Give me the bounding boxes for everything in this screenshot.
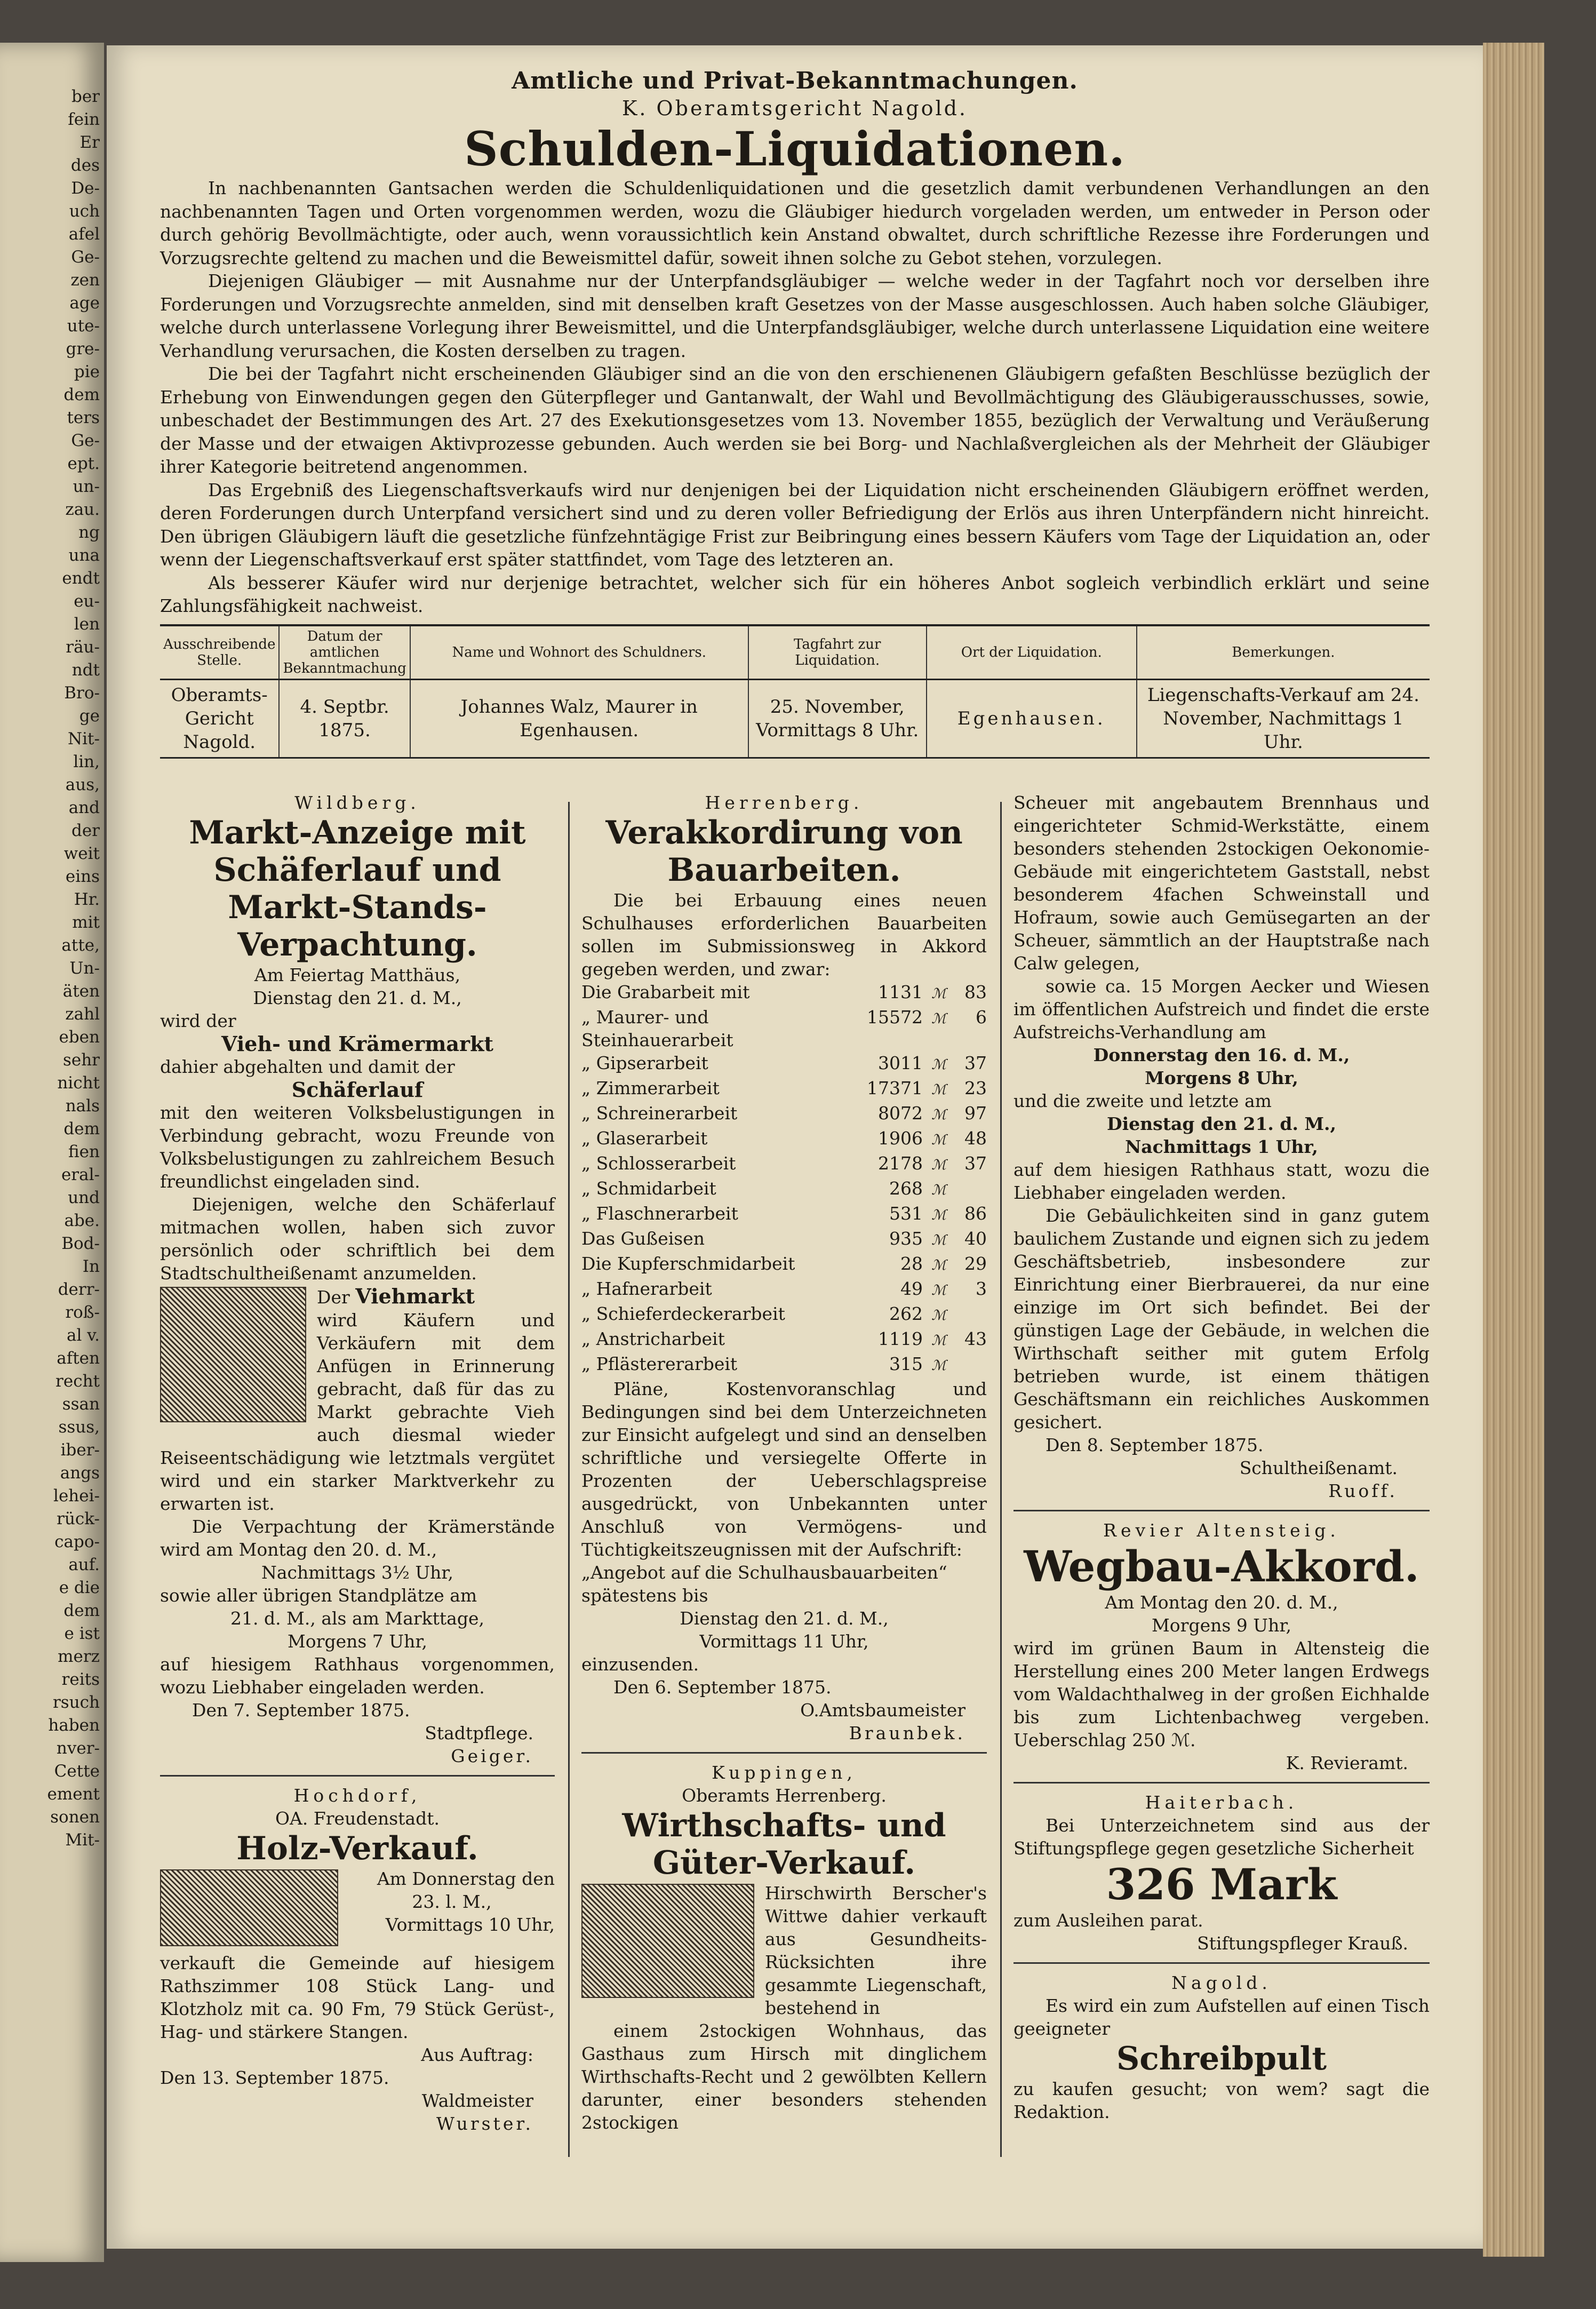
- cost-row: [581, 981, 987, 1006]
- left-page-fragment: rsuch: [52, 1693, 100, 1712]
- table-cell: Oberamts-Gericht Nagold.: [160, 679, 279, 758]
- cost-label: „ Zimmerarbeit: [581, 1078, 720, 1098]
- ad-text: Vormittags 11 Uhr,: [699, 1631, 869, 1652]
- left-page-fragment: De-: [71, 179, 100, 198]
- cost-pfennig: [955, 1352, 987, 1378]
- cost-label: „ Gipserarbeit: [581, 1053, 708, 1073]
- left-page-fragment: Er: [79, 133, 100, 152]
- mark-symbol: ℳ: [931, 1333, 946, 1349]
- left-page-fragment: afel: [68, 225, 100, 244]
- left-page-fragment: dem: [63, 385, 100, 404]
- mark-symbol: ℳ: [931, 1182, 946, 1198]
- left-page-fragment: atte,: [61, 936, 100, 955]
- book-page-edges: [1483, 43, 1544, 2257]
- cost-row: [581, 1152, 987, 1177]
- left-page-fragment: ng: [78, 523, 100, 542]
- ad-emphasis: Vieh- und Krämermarkt: [221, 1032, 493, 1056]
- mark-symbol: ℳ: [931, 1132, 946, 1148]
- ad-date: Den 7. September 1875.: [192, 1700, 410, 1721]
- currency-mark: [923, 1152, 955, 1177]
- column-middle: [581, 791, 987, 2134]
- ad-text: wird im grünen Baum in Altensteig die Herstellung eines 200 Meter langen Erdwegs vom Waldachthalweg in der großen Eichhalde bis zum Lichtenbachweg vergeben. Ueberschlag 250 ℳ.: [1014, 1638, 1430, 1750]
- left-page-fragment: und: [68, 1188, 100, 1207]
- column-divider: [568, 802, 570, 2157]
- cost-pfennig: 43: [964, 1328, 987, 1349]
- ad-subtitle: OA. Freudenstadt.: [275, 1808, 440, 1829]
- ad-title: Holz-Verkauf.: [236, 1830, 478, 1867]
- left-page-fragment: Ge-: [71, 431, 100, 450]
- table-cell: 25. November, Vormittags 8 Uhr.: [748, 679, 927, 758]
- ad-text: spätestens bis: [581, 1585, 708, 1606]
- ad-signature: O.Amtsbaumeister: [800, 1700, 965, 1721]
- cost-row: [581, 1352, 987, 1378]
- left-page-fragment: sonen: [50, 1808, 100, 1827]
- ad-signature: Stadtpflege.: [425, 1723, 533, 1743]
- left-page-fragment: In: [82, 1257, 100, 1276]
- cost-pfennig: [955, 1302, 987, 1327]
- currency-mark: [923, 1227, 955, 1252]
- ad-place: Herrenberg.: [705, 792, 864, 813]
- currency-mark: [923, 1327, 955, 1352]
- ad-place: Revier Altensteig.: [1103, 1520, 1340, 1541]
- currency-mark: [923, 1052, 955, 1077]
- ad-title: Markt-Anzeige mit Schäferlauf und Markt-Stands-Verpachtung.: [189, 814, 526, 964]
- cost-amount: 8072: [878, 1103, 923, 1124]
- section-header: Amtliche und Privat-Bekanntmachungen.: [512, 67, 1078, 94]
- ad-text: Morgens 7 Uhr,: [288, 1631, 427, 1652]
- ad-emphasis: Schäferlauf: [291, 1078, 424, 1102]
- cost-pfennig: 37: [964, 1153, 987, 1174]
- left-page-fragment: ters: [67, 408, 100, 427]
- ad-text: Aus Auftrag:: [421, 2044, 533, 2065]
- left-page-fragment: ute-: [67, 316, 100, 336]
- left-page-fragment: eu-: [74, 592, 100, 611]
- left-page-fragment: un-: [73, 477, 100, 496]
- left-page-fragment: ber: [71, 87, 100, 106]
- cost-pfennig: 29: [964, 1253, 987, 1274]
- cost-row: [581, 1252, 987, 1277]
- cost-row: [581, 1052, 987, 1077]
- cost-label: „ Pflästererarbeit: [581, 1353, 738, 1374]
- left-page-fragment: Hr.: [74, 890, 100, 909]
- ad-place: Wildberg.: [294, 792, 420, 813]
- liquidation-table: [160, 624, 1430, 759]
- page-title: Schulden-Liquidationen.: [464, 121, 1126, 177]
- cost-label: Die Grabarbeit mit: [581, 982, 750, 1002]
- left-page-fragment: ge: [79, 706, 100, 726]
- ad-date: Den 6. September 1875.: [613, 1677, 832, 1698]
- ad-text: mit den weiteren Volksbelustigungen in Verbindung gebracht, wozu Freunde von Volksbelustigungen zu zahlreichem Besuch freundlichst eingeladen sind.: [160, 1102, 555, 1192]
- ad-date: Den 13. September 1875.: [160, 2067, 389, 2088]
- mark-symbol: ℳ: [931, 1232, 946, 1248]
- newspaper-page: [107, 45, 1483, 2249]
- ad-divider: [1014, 1962, 1430, 1964]
- mark-symbol: ℳ: [931, 1157, 946, 1173]
- left-page-fragment: Nit-: [68, 729, 100, 749]
- currency-mark: [923, 1302, 955, 1327]
- cost-pfennig: 83: [964, 982, 987, 1002]
- ad-title: Wegbau-Akkord.: [1024, 1541, 1419, 1591]
- ad-text: Bei Unterzeichnetem sind aus der Stiftungspflege gegen gesetzliche Sicherheit: [1014, 1815, 1430, 1859]
- cost-amount: 531: [889, 1203, 923, 1224]
- currency-mark: [923, 1352, 955, 1378]
- left-page-fragment: derr-: [58, 1280, 100, 1299]
- cost-row: [581, 1327, 987, 1352]
- currency-mark: [923, 1127, 955, 1152]
- viehmarkt-block: [160, 1285, 555, 1515]
- table-cell: Egenhausen.: [927, 679, 1137, 758]
- cost-label: „ Schmidarbeit: [581, 1178, 716, 1199]
- left-page-fragment: e die: [59, 1578, 100, 1597]
- currency-mark: [923, 1006, 955, 1052]
- cost-amount: 49: [900, 1278, 923, 1299]
- table-row: [160, 679, 1430, 758]
- mark-symbol: ℳ: [931, 1107, 946, 1123]
- left-page-fragment: mit: [72, 913, 100, 932]
- table-cell: 4. Septbr. 1875.: [279, 679, 410, 758]
- table-header: Tagfahrt zur Liquidation.: [748, 625, 927, 680]
- ad-text: Am Montag den 20. d. M.,: [1105, 1592, 1338, 1613]
- left-page-fragment: Mit-: [65, 1830, 100, 1850]
- cost-pfennig: 37: [964, 1053, 987, 1073]
- ad-text: dahier abgehalten und damit der: [160, 1056, 455, 1077]
- mark-symbol: ℳ: [931, 1057, 946, 1073]
- left-page-fragment: una: [68, 546, 100, 565]
- left-page-fragment: fein: [68, 110, 100, 129]
- ad-text: auf hiesigem Rathhaus vorgenommen, wozu Liebhaber eingeladen werden.: [160, 1654, 555, 1698]
- ad-text: Dienstag den 21. d. M.,: [680, 1608, 889, 1629]
- left-page-fragment: e ist: [64, 1624, 100, 1643]
- cost-label: Die Kupferschmidarbeit: [581, 1253, 795, 1274]
- cost-amount: 262: [889, 1303, 923, 1324]
- cost-pfennig: 6: [976, 1007, 987, 1028]
- holz-block: [160, 1867, 555, 1952]
- intro-paragraph: Als besserer Käufer wird nur derjenige betrachtet, welcher sich für ein höheres Anbot sogleich verbindlich erklärt und seine Zahlungsfähigkeit nachweist.: [160, 572, 1430, 616]
- left-page-fragment: nals: [65, 1096, 100, 1116]
- ad-text: zum Ausleihen parat.: [1014, 1910, 1203, 1931]
- ad-text: und die zweite und letzte am: [1014, 1090, 1272, 1111]
- ad-text: Am Donnerstag den: [377, 1868, 555, 1889]
- left-page-fragment: dem: [63, 1119, 100, 1138]
- ad-date: Den 8. September 1875.: [1046, 1435, 1264, 1455]
- cost-pfennig: 23: [964, 1078, 987, 1098]
- ad-signature: Braunbek.: [849, 1723, 965, 1743]
- cattle-woodcut-illustration: [160, 1287, 306, 1422]
- left-page-fragment: haben: [48, 1716, 100, 1735]
- ad-text: Der: [317, 1287, 350, 1308]
- cost-label: „ Glaserarbeit: [581, 1128, 708, 1149]
- woodcutters-illustration: [160, 1869, 338, 1946]
- left-page-fragment: age: [69, 293, 100, 313]
- ad-divider: [1014, 1510, 1430, 1511]
- ad-emphasis: Dienstag den 21. d. M.,: [1107, 1113, 1336, 1134]
- ad-text: Dienstag den 21. d. M.,: [253, 988, 462, 1008]
- ad-title: Verakkordirung von Bauarbeiten.: [605, 814, 963, 889]
- left-page-fragment: dem: [63, 1601, 100, 1620]
- ad-text: sowie aller übrigen Standplätze am: [160, 1585, 477, 1606]
- cost-row: [581, 1202, 987, 1227]
- cost-label: Das Gußeisen: [581, 1228, 705, 1249]
- cost-row: [581, 1277, 987, 1302]
- table-cell: Liegenschafts-Verkauf am 24. November, Nachmittags 1 Uhr.: [1137, 679, 1430, 758]
- ad-text: Die bei Erbauung eines neuen Schulhauses erforderlichen Bauarbeiten sollen im Submissionsweg in Akkord gegeben werden, und zwar:: [581, 890, 987, 980]
- mark-symbol: ℳ: [931, 986, 946, 1002]
- ad-emphasis: Viehmarkt: [355, 1285, 475, 1308]
- left-page-fragment: aus,: [65, 775, 100, 794]
- cost-pfennig: [955, 1177, 987, 1202]
- intro-paragraph: Das Ergebniß des Liegenschaftsverkaufs wird nur denjenigen bei der Liquidation nicht erscheinenden Gläubigern eröffnet werden, deren Forderungen durch Unterpfand versichert sind und zu deren voller Befriedigung der Erlös aus ihren Unterpfändern nicht hinreicht. Den übrigen Gläubigern läuft die gesetzliche fünfzehntägige Frist zur Beibringung eines bessern Käufers vom Tage der Liquidation an, oder wenn der Liegenschaftsverkauf erst später stattfindet, vom Tage des letzteren an.: [160, 479, 1430, 570]
- cost-row: [581, 1227, 987, 1252]
- ad-text: wird der: [160, 1010, 236, 1031]
- intro-paragraph: Die bei der Tagfahrt nicht erscheinenden Gläubiger sind an die von den erschienenen Gläubigern gefaßten Beschlüsse bezüglich der Erhebung von Einwendungen gegen den Güterpfleger und Gantanwalt, der Wahl und Bevollmächtigung des Gläubigerausschusses, sowie, unbeschadet der Bestimmungen des Art. 27 des Exekutionsgesetzes vom 13. November 1855, bezüglich der Verwaltung und Veräußerung der Masse und der etwaigen Aktivprozesse gebunden. Auch werden sie bei Borg- und Nachlaßvergleichen als der Mehrheit der Gläubiger ihrer Kategorie beitretend angenommen.: [160, 363, 1430, 477]
- left-page-fragment: nicht: [57, 1073, 100, 1093]
- mark-symbol: ℳ: [931, 1283, 946, 1299]
- column-left: [160, 791, 555, 2135]
- left-page-fragment: Bro-: [64, 683, 100, 703]
- intro-text: [160, 177, 1430, 618]
- ad-place: Kuppingen,: [712, 1762, 857, 1783]
- ad-text: Diejenigen, welche den Schäferlauf mitmachen wollen, haben sich zuvor persönlich oder schriftlich bei dem Stadtschultheißenamt anzumelden.: [160, 1194, 555, 1284]
- ad-title: Schreibpult: [1116, 2040, 1327, 2077]
- table-header: Name und Wohnort des Schuldners.: [410, 625, 748, 680]
- left-page-fragment: eben: [59, 1028, 100, 1047]
- table-header: Ausschreibende Stelle.: [160, 625, 279, 680]
- ad-title: Wirthschafts- und Güter-Verkauf.: [622, 1807, 946, 1882]
- ad-divider: [160, 1775, 555, 1777]
- ad-signature: K. Revieramt.: [1286, 1753, 1408, 1773]
- ad-text: einem 2stockigen Wohnhaus, das Gasthaus zum Hirsch mit dinglichem Wirthschafts-Recht und 2 gewölbten Kellern darunter, einer besonders stehenden 2stockigen: [581, 2020, 987, 2133]
- cost-pfennig: 86: [964, 1203, 987, 1224]
- mark-symbol: ℳ: [931, 1207, 946, 1223]
- ad-text: auf dem hiesigen Rathhaus statt, wozu die Liebhaber eingeladen werden.: [1014, 1159, 1430, 1203]
- intro-paragraph: In nachbenannten Gantsachen werden die Schuldenliquidationen und die gesetzlich damit verbundenen Verhandlungen an den nachbenannten Tagen und Orten vorgenommen werden, wozu die Gläubiger hiedurch vorgeladen werden, um entweder in Person oder durch gehörig Bevollmächtigte, oder auch, wenn voraussichtlich kein Anstand obwaltet, durch schriftliche Rezesse ihre Forderungen und Vorzugsrechte geltend zu machen und die Beweismittel dafür, soweit ihnen solche zu Gebot stehen, vorzulegen.: [160, 178, 1430, 268]
- cost-amount: 315: [889, 1353, 923, 1374]
- ad-signature: Ruoff.: [1328, 1480, 1398, 1501]
- inn-building-illustration: [581, 1884, 754, 1998]
- cost-list: [581, 981, 987, 1378]
- left-page-fragment: Un-: [69, 959, 100, 978]
- ad-place: Haiterbach.: [1145, 1792, 1298, 1813]
- ad-text: Morgens 9 Uhr,: [1152, 1615, 1291, 1636]
- left-page-fragment: rück-: [57, 1509, 100, 1528]
- left-page-fragment: endt: [62, 569, 100, 588]
- ad-signature: Wurster.: [436, 2113, 533, 2134]
- cost-amount: 1119: [878, 1328, 923, 1349]
- cost-amount: 935: [889, 1228, 923, 1249]
- cost-label: „ Schieferdeckerarbeit: [581, 1303, 785, 1324]
- ad-divider: [581, 1752, 987, 1754]
- left-page-fragment: iber-: [60, 1440, 100, 1460]
- ad-text: Hirschwirth Berscher's Wittwe dahier verkauft aus Gesundheits-Rücksichten ihre gesammte Liegenschaft, bestehend in: [765, 1883, 987, 2018]
- ad-text: Nachmittags 3½ Uhr,: [261, 1562, 454, 1583]
- ad-text: Pläne, Kostenvoranschlag und Bedingungen sind bei dem Unterzeichneten zur Einsicht aufgelegt und sind an denselben schriftliche und versiegelte Offerte in Prozenten der Ueberschlagspreise ausgedrückt, von Unbekannten unter Anschluß von Vermögens- und Tüchtigkeitszeugnissen mit der Aufschrift:: [581, 1379, 987, 1560]
- left-page-fragment: uch: [69, 202, 100, 221]
- currency-mark: [923, 1252, 955, 1277]
- ad-text: 23. l. M.,: [412, 1891, 492, 1912]
- table-header: Bemerkungen.: [1137, 625, 1430, 680]
- left-page-fragment: al v.: [67, 1326, 100, 1345]
- cost-row: [581, 1006, 987, 1052]
- left-page-text-fragments: [0, 85, 104, 1852]
- left-page-fragment: fien: [68, 1142, 100, 1161]
- left-page-fragment: lin,: [73, 752, 100, 771]
- left-page-fragment: abe.: [64, 1211, 100, 1230]
- left-page-fragment: ssus,: [58, 1418, 100, 1437]
- mark-symbol: ℳ: [931, 1308, 946, 1324]
- left-page-fragment: pie: [74, 362, 100, 381]
- left-page-fragment: and: [68, 798, 100, 817]
- left-page-fragment: eral-: [61, 1165, 100, 1184]
- cost-pfennig: 97: [964, 1103, 987, 1124]
- currency-mark: [923, 1102, 955, 1127]
- mark-symbol: ℳ: [931, 1011, 946, 1027]
- left-page-fragment: äten: [62, 982, 100, 1001]
- currency-mark: [923, 1077, 955, 1102]
- left-page-fragment: Ge-: [71, 248, 100, 267]
- left-page-fragment: Cette: [54, 1762, 100, 1781]
- cost-pfennig: 40: [964, 1228, 987, 1249]
- left-page-fragment: capo-: [54, 1532, 100, 1551]
- cost-label: „ Flaschnerarbeit: [581, 1203, 738, 1224]
- left-page-fragment: räu-: [66, 638, 100, 657]
- left-page-fragment: zau.: [65, 500, 100, 519]
- currency-mark: [923, 1202, 955, 1227]
- left-page-fragment: Bod-: [61, 1234, 100, 1253]
- ad-text: Vormittags 10 Uhr,: [385, 1914, 555, 1935]
- cost-row: [581, 1177, 987, 1202]
- left-page-fragment: angs: [60, 1463, 100, 1483]
- left-page-fragment: des: [70, 156, 100, 175]
- table-header: Datum der amtlichen Bekanntmachung: [279, 625, 410, 680]
- cost-row: [581, 1302, 987, 1327]
- currency-mark: [923, 1177, 955, 1202]
- ad-text: 21. d. M., als am Markttage,: [230, 1608, 485, 1629]
- left-page-fragment: roß-: [65, 1303, 100, 1322]
- cost-pfennig: 3: [976, 1278, 987, 1299]
- left-page-fragment: eins: [65, 867, 100, 886]
- mark-symbol: ℳ: [931, 1358, 946, 1374]
- ad-emphasis: Donnerstag den 16. d. M.,: [1093, 1045, 1350, 1065]
- cost-label: „ Maurer- und Steinhauerarbeit: [581, 1007, 733, 1050]
- cost-row: [581, 1077, 987, 1102]
- left-page-fragment: der: [71, 821, 100, 840]
- left-page-fragment: gre-: [66, 339, 100, 359]
- cost-label: „ Schlosserarbeit: [581, 1153, 736, 1174]
- left-page-fragment: recht: [55, 1372, 100, 1391]
- court-name: K. Oberamtsgericht Nagold.: [621, 97, 968, 120]
- table-header: Ort der Liquidation.: [927, 625, 1137, 680]
- cost-amount: 1131: [878, 982, 923, 1002]
- left-page-fragment: ept.: [67, 454, 100, 473]
- left-page-fragment: merz: [58, 1647, 100, 1666]
- currency-mark: [923, 1277, 955, 1302]
- ad-subtitle: Oberamts Herrenberg.: [682, 1785, 887, 1806]
- left-page-fragment: ement: [47, 1785, 100, 1804]
- ad-signature: Stiftungspfleger Krauß.: [1197, 1933, 1408, 1954]
- inn-block: [581, 1882, 987, 2019]
- left-page-fragment: len: [74, 615, 100, 634]
- left-page-fragment: weit: [63, 844, 100, 863]
- cost-label: „ Anstricharbeit: [581, 1328, 725, 1349]
- left-page-fragment: sehr: [62, 1050, 100, 1070]
- intro-paragraph: Diejenigen Gläubiger — mit Ausnahme nur der Unterpfandsgläubiger — welche weder in der Tagfahrt noch vor derselben ihre Forderungen und Vorzugsrechte anmelden, sind mit denselben kraft Gesetzes von der Masse ausgeschlossen. Auch haben solche Gläubiger, welche durch unterlassene Vorlegung ihrer Beweismittel, und die Unterpfandsgläubiger, welche durch unterlassene Liquidation eine weitere Verhandlung verursachen, die Kosten derselben zu tragen.: [160, 270, 1430, 361]
- cost-amount: 268: [889, 1178, 923, 1199]
- ad-text: wird Käufern und Verkäufern mit dem Anfügen in Erinnerung gebracht, daß für das zu Markt gebrachte Vieh auch diesmal wieder Reiseentschädigung wie letztmals vergütet wird und ein starker Marktverkehr zu erwarten ist.: [160, 1310, 555, 1514]
- ad-text: Scheuer mit angebautem Brennhaus und eingerichteter Schmid-Werkstätte, einem besonders stehenden 2stockigen Oekonomie-Gebäude mit eingerichtetem Gaststall, nebst besonderem 4fachen Schweinstall und Hofraum, sowie auch Gemüsegarten an der Scheuer, sämmtlich an der Hauptstraße nach Calw gelegen,: [1014, 792, 1430, 974]
- left-page-fragment: ssan: [62, 1395, 100, 1414]
- cost-row: [581, 1127, 987, 1152]
- left-page-fragment: ndt: [71, 660, 100, 680]
- cost-amount: 28: [900, 1253, 923, 1274]
- ad-text: Es wird ein zum Aufstellen auf einen Tisch geeigneter: [1014, 1995, 1430, 2039]
- left-page-fragment: lehei-: [53, 1486, 100, 1506]
- ad-text: sowie ca. 15 Morgen Aecker und Wiesen im öffentlichen Aufstreich und findet die erste Aufstreichs-Verhandlung am: [1014, 976, 1430, 1042]
- left-page-fragment: aften: [57, 1349, 100, 1368]
- ad-quote: „Angebot auf die Schulhausbauarbeiten“: [581, 1562, 947, 1583]
- cost-amount: 17371: [867, 1078, 923, 1098]
- cost-amount: 2178: [878, 1153, 923, 1174]
- left-facing-page: [0, 43, 104, 2262]
- left-page-fragment: auf.: [68, 1555, 100, 1574]
- ad-divider: [1014, 1782, 1430, 1783]
- cost-label: „ Schreinerarbeit: [581, 1103, 738, 1124]
- ad-place: Nagold.: [1171, 1972, 1272, 1993]
- left-page-fragment: zahl: [65, 1005, 100, 1024]
- left-page-fragment: reits: [61, 1670, 100, 1689]
- ad-text: Am Feiertag Matthäus,: [254, 965, 461, 985]
- cost-pfennig: 48: [964, 1128, 987, 1149]
- ad-emphasis: Morgens 8 Uhr,: [1145, 1068, 1298, 1088]
- cost-amount: 15572: [867, 1007, 923, 1028]
- ad-signature: Waldmeister: [421, 2090, 533, 2111]
- ad-text: zu kaufen gesucht; von wem? sagt die Redaktion.: [1014, 2079, 1430, 2122]
- ad-text: Die Verpachtung der Krämerstände wird am Montag den 20. d. M.,: [160, 1516, 555, 1560]
- ad-text: Die Gebäulichkeiten sind in ganz gutem baulichem Zustande und eignen sich zu jedem Geschäftsbetrieb, insbesondere zur Einrichtung einer Bierbrauerei, da nur eine einzige im Ort sich befindet. Bei der günstigen Lage der Gebäude, in welchen die Wirthschaft seither mit gutem Erfolg betrieben wurde, ist einem thätigen Geschäftsmann ein reichliches Auskommen gesichert.: [1014, 1205, 1430, 1432]
- mark-symbol: ℳ: [931, 1257, 946, 1273]
- cost-amount: 1906: [878, 1128, 923, 1149]
- advertisement-columns: [160, 791, 1430, 2168]
- cost-label: „ Hafnerarbeit: [581, 1278, 712, 1299]
- ad-emphasis: Nachmittags 1 Uhr,: [1125, 1136, 1318, 1157]
- left-page-fragment: nver-: [56, 1739, 100, 1758]
- ad-text: einzusenden.: [581, 1654, 699, 1675]
- left-page-fragment: zen: [70, 270, 100, 290]
- ad-signature: Geiger.: [451, 1746, 533, 1766]
- cost-row: [581, 1102, 987, 1127]
- page-content: [160, 67, 1430, 2134]
- ad-place: Hochdorf,: [293, 1785, 421, 1806]
- table-cell: Johannes Walz, Maurer in Egenhausen.: [410, 679, 748, 758]
- column-divider: [1000, 802, 1002, 2157]
- cost-amount: 3011: [878, 1053, 923, 1073]
- mark-symbol: ℳ: [931, 1082, 946, 1098]
- ad-text: verkauft die Gemeinde auf hiesigem Rathszimmer 108 Stück Lang- und Klotzholz mit ca. 90 Fm, 79 Stück Gerüst-, Hag- und stärkere Stangen.: [160, 1953, 555, 2042]
- column-right: [1014, 791, 1430, 2123]
- ad-signature: Schultheißenamt.: [1239, 1458, 1398, 1478]
- currency-mark: [923, 981, 955, 1006]
- ad-amount: 326 Mark: [1106, 1859, 1337, 1909]
